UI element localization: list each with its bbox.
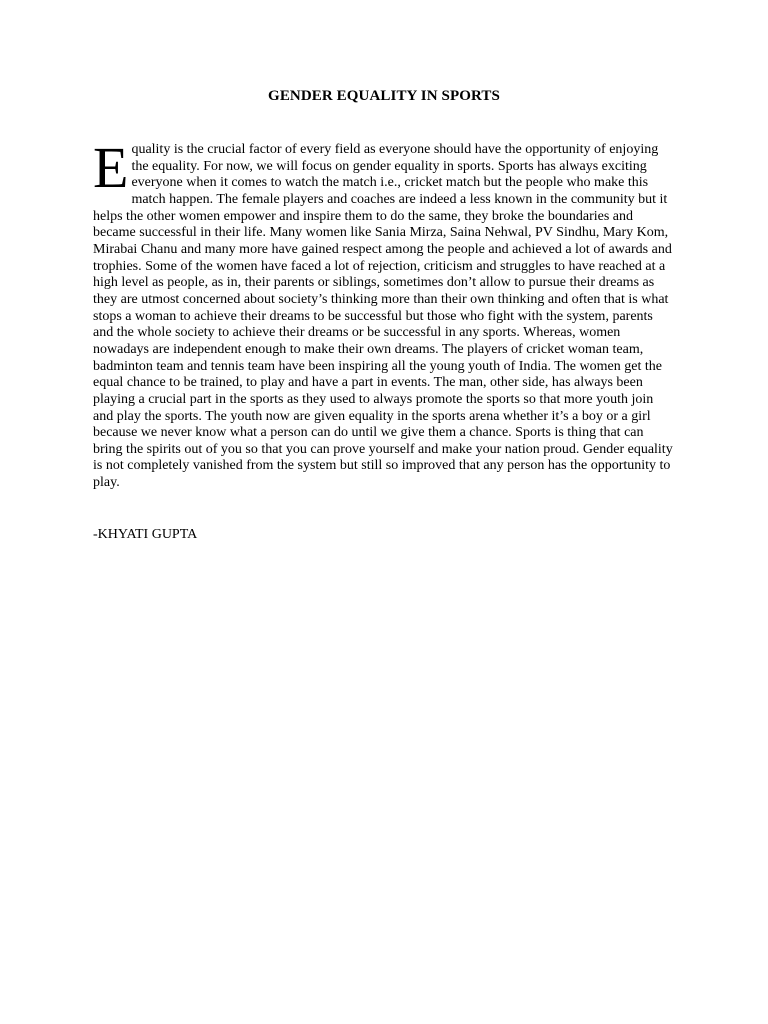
drop-cap-letter: E: [93, 135, 129, 200]
body-paragraph: [93, 135, 675, 492]
document-title: GENDER EQUALITY IN SPORTS: [268, 88, 500, 104]
author-signature: -KHYATI GUPTA: [93, 527, 198, 542]
body-text: quality is the crucial factor of every field as everyone should have the opportunity of enjoying the equality. For now, we will focus on gender equality in sports. Sports has always exciting everyone when it comes to watch the match i.e., cricket match but the people who make this match happen. The female players and coaches are indeed a less known in the community but it helps the other women empower and inspire them to do the same, they broke the boundaries and became successful in their life. Many women like Sania Mirza, Saina Nehwal, PV Sindhu, Mary Kom, Mirabai Chanu and many more have gained respect among the people and achieved a lot of awards and trophies. Some of the women have faced a lot of rejection, criticism and struggles to have reached at a high level as people, as in, their parents or siblings, sometimes don’t allow to pursue their dreams as they are utmost concerned about society’s thinking more than their own thinking and often that is what stops a woman to achieve their dreams to be successful but those who fight with the system, parents and the whole society to achieve their dreams or be successful in any sports. Whereas, women nowadays are independent enough to make their own dreams. The players of cricket woman team, badminton team and tennis team have been inspiring all the young youth of India. The women get the equal chance to be trained, to play and have a part in events. The man, other side, has always been playing a crucial part in the sports as they used to always promote the sports so that more youth join and play the sports. The youth now are given equality in the sports arena whether it’s a boy or a girl because we never know what a person can do until we give them a chance. Sports is thing that can bring the spirits out of you so that you can prove yourself and make your nation proud. Gender equality is not completely vanished from the system but still so improved that any person has the opportunity to play.: [93, 142, 673, 491]
